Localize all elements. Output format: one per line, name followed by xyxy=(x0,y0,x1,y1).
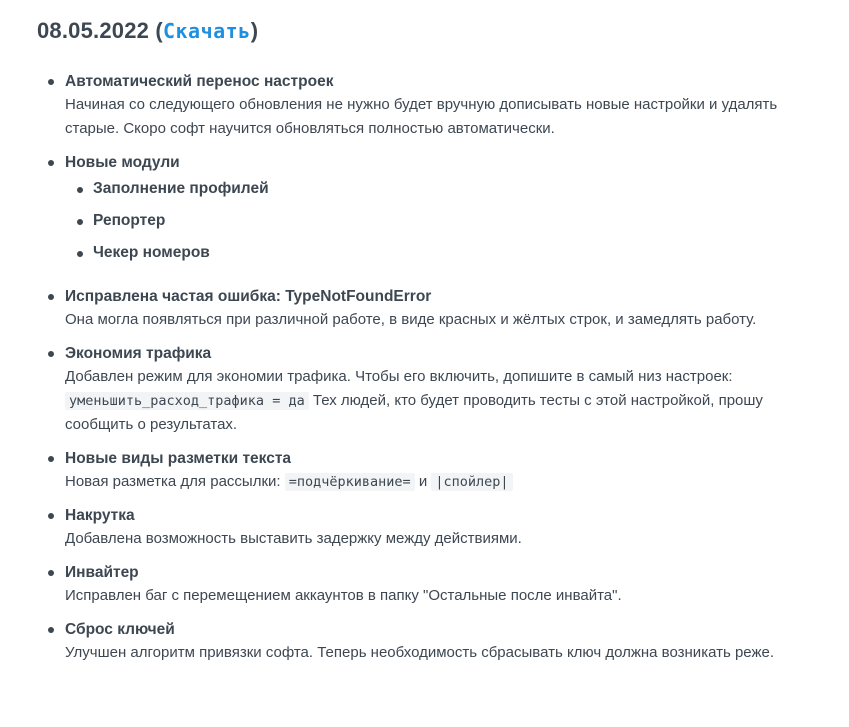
list-item xyxy=(37,506,849,551)
item-title: Новые виды разметки текста xyxy=(65,450,292,467)
release-date: 08.05.2022 xyxy=(37,18,150,43)
setting-code: уменьшить_расход_трафика = да xyxy=(65,392,309,410)
bullet-icon xyxy=(48,160,54,166)
item-description: Начиная со следующего обновления не нужно будет вручную дописывать новые настройки и удалять старые. Скоро софт научится обновляться полностью автоматически. xyxy=(65,96,778,137)
bullet-icon xyxy=(48,79,54,85)
list-item xyxy=(37,287,849,332)
download-link[interactable]: Скачать xyxy=(162,19,251,43)
list-item xyxy=(37,563,849,608)
underline-markup-code: =подчёркивание= xyxy=(285,473,415,491)
sub-list-item xyxy=(65,211,849,243)
item-title: Накрутка xyxy=(65,507,135,524)
release-heading xyxy=(37,16,849,46)
list-item xyxy=(37,449,849,494)
spoiler-markup-code: |спойлер| xyxy=(431,473,512,491)
description-text: Тех людей, кто будет проводить тесты с этой настройкой, прошу сообщить о результатах. xyxy=(65,392,763,433)
item-title: Автоматический перенос настроек xyxy=(65,73,334,90)
sub-list-item xyxy=(65,243,849,275)
conjunction-text: и xyxy=(418,473,428,490)
item-description: Исправлен баг с перемещением аккаунтов в папку "Остальные после инвайта". xyxy=(65,587,622,604)
bullet-icon xyxy=(48,294,54,300)
bullet-icon xyxy=(77,251,83,257)
description-text: Добавлен режим для экономии трафика. Чтобы его включить, допишите в самый низ настроек: xyxy=(65,368,733,385)
changelog-list xyxy=(37,72,849,665)
item-description: Улучшен алгоритм привязки софта. Теперь необходимость сбрасывать ключ должна возникать реже. xyxy=(65,644,775,661)
item-title: Инвайтер xyxy=(65,564,139,581)
item-title: Новые модули xyxy=(65,154,180,171)
item-description xyxy=(65,365,795,437)
sub-item-title: Чекер номеров xyxy=(93,244,210,261)
item-title: Экономия трафика xyxy=(65,345,212,362)
item-description: Добавлена возможность выставить задержку между действиями. xyxy=(65,530,522,547)
bullet-icon xyxy=(48,570,54,576)
bullet-icon xyxy=(48,351,54,357)
list-item xyxy=(37,72,849,141)
sub-item-title: Репортер xyxy=(93,212,166,229)
description-text: Новая разметка для рассылки: xyxy=(65,473,281,490)
bullet-icon xyxy=(48,513,54,519)
list-item xyxy=(37,153,849,275)
list-item xyxy=(37,344,849,437)
sub-item-title: Заполнение профилей xyxy=(93,180,269,197)
item-title: Исправлена частая ошибка: TypeNotFoundError xyxy=(65,288,432,305)
bullet-icon xyxy=(77,219,83,225)
list-item xyxy=(37,620,849,665)
bullet-icon xyxy=(77,187,83,193)
item-description xyxy=(65,470,795,494)
sub-list-item xyxy=(65,179,849,211)
open-paren: ( xyxy=(155,18,163,43)
close-paren: ) xyxy=(250,18,259,43)
bullet-icon xyxy=(48,627,54,633)
item-description: Она могла появляться при различной работе, в виде красных и жёлтых строк, и замедлять работу. xyxy=(65,311,757,328)
item-title: Сброс ключей xyxy=(65,621,175,638)
bullet-icon xyxy=(48,456,54,462)
sub-list xyxy=(65,179,849,275)
